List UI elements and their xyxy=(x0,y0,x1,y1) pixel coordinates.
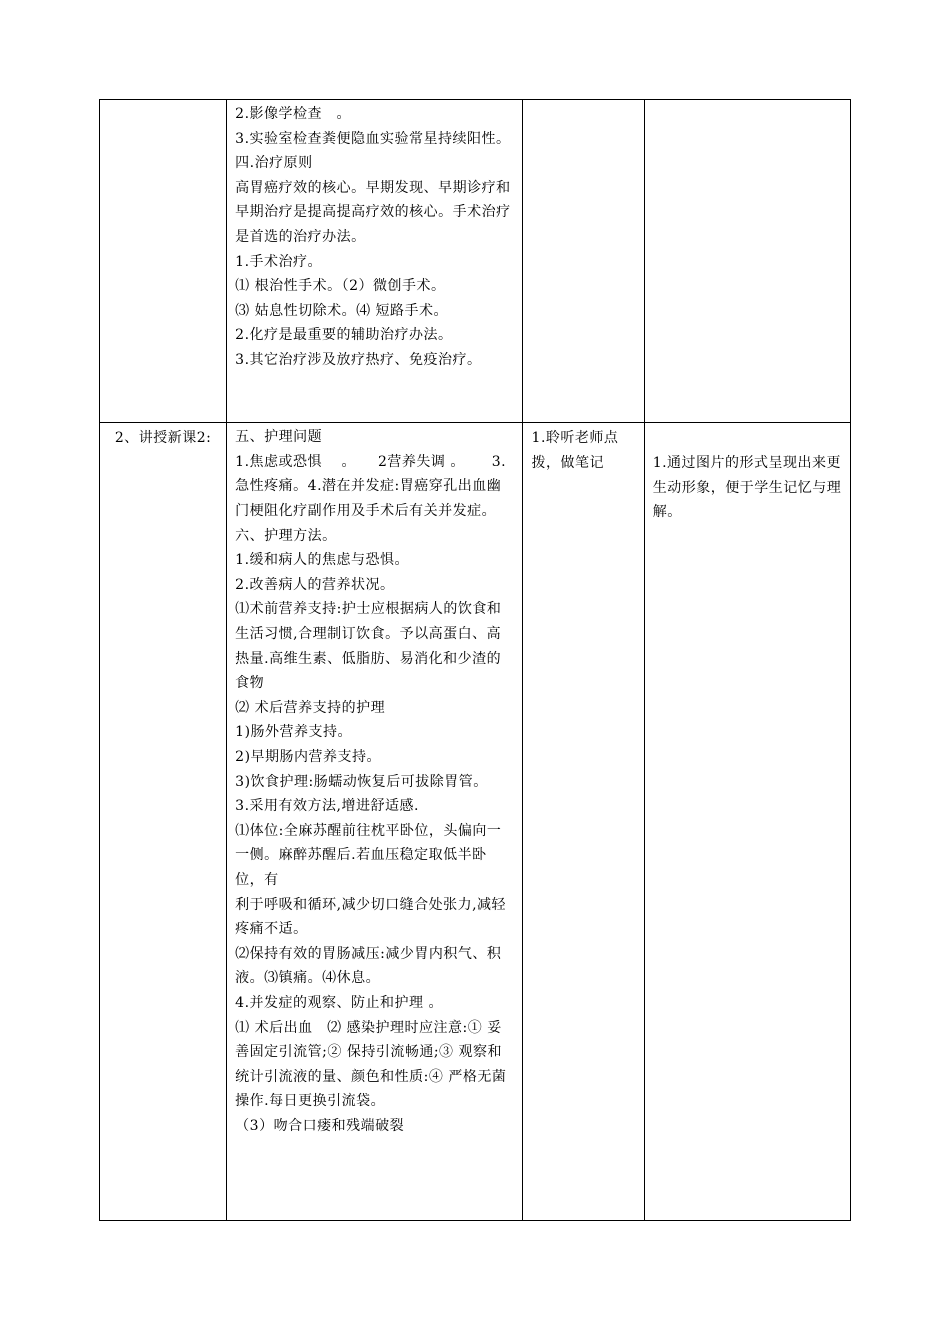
content-line: 2.化疗是最重要的辅助治疗办法。 xyxy=(235,327,453,344)
design-purpose xyxy=(645,100,850,128)
teaching-step-cell xyxy=(100,100,227,423)
content-line: 3)饮食护理:肠蠕动恢复后可拔除胃管。 xyxy=(235,773,488,790)
content-line: ⑵ 术后营养支持的护理 xyxy=(235,699,386,716)
content-line: 1.缓和病人的焦虑与恐惧。 xyxy=(235,552,410,569)
design-purpose-cell xyxy=(644,423,850,1221)
content-line: 4.并发症的观察、防止和护理 。 xyxy=(235,994,443,1011)
teaching-step-label xyxy=(100,100,226,103)
content-line: 高胃癌疗效的核心。早期发现、早期诊疗和早期治疗是提高提高疗效的核心。手术治疗是首选的治疗办法。 xyxy=(235,179,511,245)
content-line: 六、护理方法。 xyxy=(235,527,337,544)
content-line: 3.实验室检查粪便隐血实验常星持续阳性。 xyxy=(235,130,511,147)
content-line: （3）吻合口瘘和残端破裂 xyxy=(235,1117,405,1134)
table-row xyxy=(100,423,851,1221)
teaching-content xyxy=(227,423,521,1138)
lesson-plan-table xyxy=(99,99,851,1221)
content-line: ⑶ 姑息性切除术。⑷ 短路手术。 xyxy=(235,302,449,319)
teaching-step-cell xyxy=(100,423,227,1221)
content-line: 3.其它治疗涉及放疗热疗、免疫治疗。 xyxy=(235,351,482,368)
table-row xyxy=(100,100,851,423)
teaching-content-cell xyxy=(227,100,522,423)
student-activity xyxy=(523,100,644,103)
content-line: 2)早期肠内营养支持。 xyxy=(235,749,382,765)
content-line: 1.手术治疗。 xyxy=(235,253,323,270)
content-line: 四.治疗原则 xyxy=(235,155,313,172)
content-line: 五、护理问题 xyxy=(235,429,323,446)
content-line: 2.改善病人的营养状况。 xyxy=(235,576,395,593)
teaching-content xyxy=(227,100,521,373)
content-line: 利于呼吸和循环,减少切口缝合处张力,减轻疼痛不适。 xyxy=(235,896,507,938)
teaching-content-cell xyxy=(227,423,522,1221)
content-line: ⑴ 根治性手术。（2）微创手术。 xyxy=(235,278,446,295)
content-line: ⑴ 术后出血 ⑵ 感染护理时应注意:① 妥善固定引流管;② 保持引流畅通;③ 观察和统计引流液的量、颜色和性质:④ 严格无菌操作.每日更换引流袋。 xyxy=(235,1019,507,1110)
design-purpose: 1.通过图片的形式呈现出来更生动形象，便于学生记忆与理解。 xyxy=(652,455,842,521)
content-line: ⑴术前营养支持:护士应根据病人的饮食和生活习惯,合理制订饮食。予以高蛋白、高热量.高维生素、低脂肪、易消化和少渣的食物 xyxy=(235,601,502,692)
content-line: ⑴体位:全麻苏醒前往枕平卧位，头偏向一一侧。麻醉苏醒后.若血压稳定取低半卧位，有 xyxy=(235,822,502,888)
content-line: 3.采用有效方法,增进舒适感. xyxy=(235,798,419,815)
content-line: 2.影像学检查 。 xyxy=(235,106,352,122)
teaching-step-label: 2、讲授新课2: xyxy=(114,430,212,447)
content-line: 1)肠外营养支持。 xyxy=(235,724,353,741)
student-activity: 1.聆听老师点拨，做笔记 xyxy=(531,430,619,471)
student-activity-cell xyxy=(522,100,644,423)
design-purpose-cell xyxy=(644,100,850,423)
content-line: 1.焦虑或恐惧 。 2营养失调 。 3.急性疼痛。4.潜在并发症:胃癌穿孔出血幽门梗阻化疗副作用及手术后有关并发症。 xyxy=(235,453,507,520)
student-activity-cell xyxy=(522,423,644,1221)
content-line: ⑵保持有效的胃肠减压:减少胃内积气、积液。⑶镇痛。⑷休息。 xyxy=(235,945,502,987)
